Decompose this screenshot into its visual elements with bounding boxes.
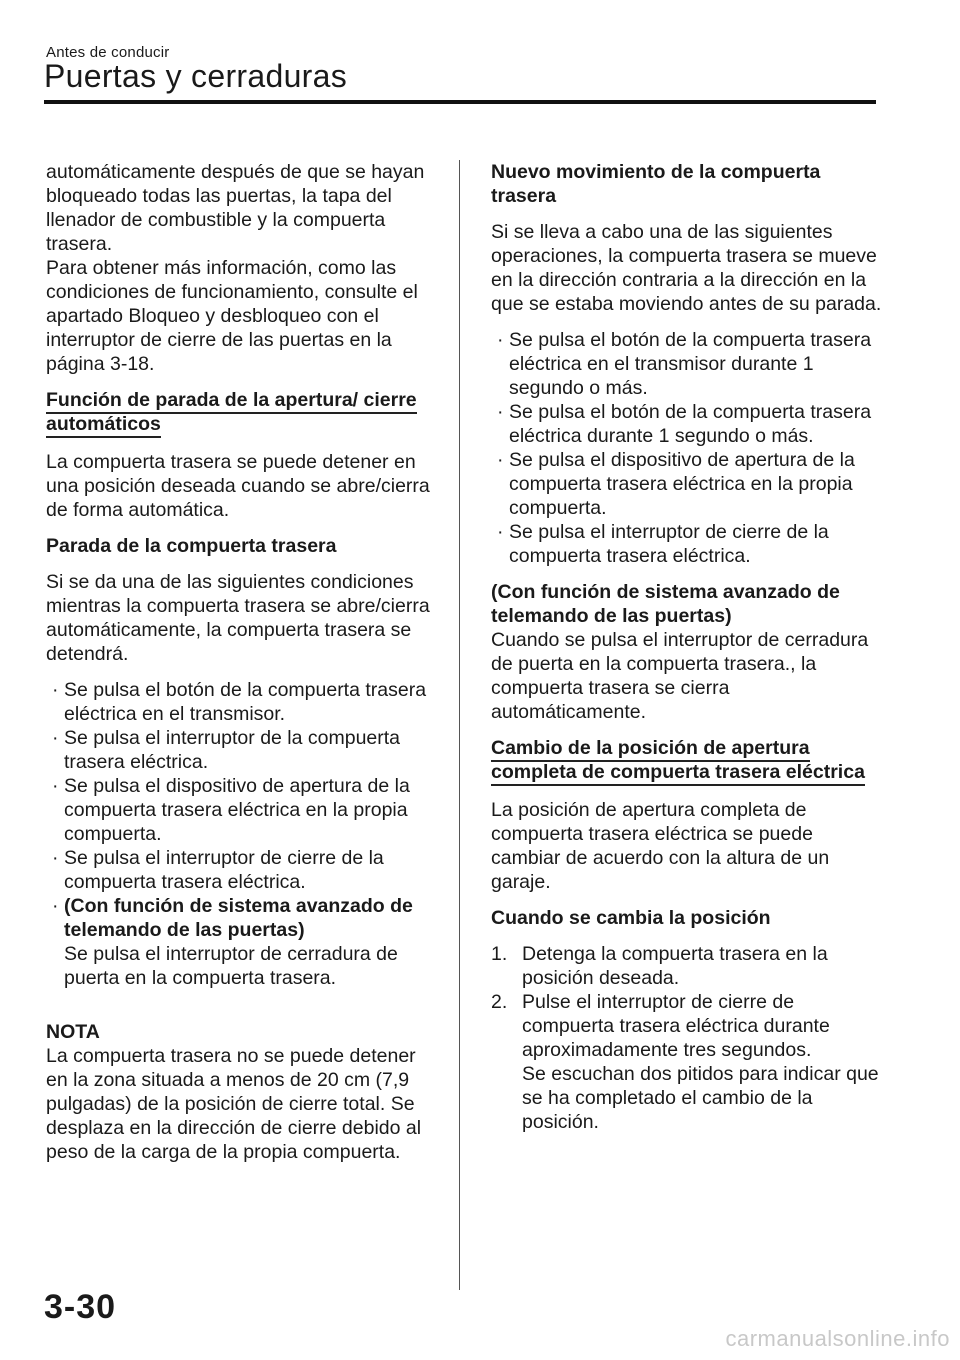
intro-more-info: Para obtener más información, como las condiciones de funcionamiento, consulte el apartado Bloqueo y desbloqueo con el interruptor de cierre de las puertas en la página 3-18. xyxy=(46,257,418,375)
column-divider xyxy=(459,160,460,1290)
list-item: · Se pulsa el dispositivo de apertura de la compuerta trasera eléctrica en la propia compuerta. xyxy=(497,449,855,519)
reverse-movement-heading: Nuevo movimiento de la compuerta trasera xyxy=(491,161,821,207)
list-item: 2. Pulse el interruptor de cierre de compuerta trasera eléctrica durante aproximadamente tres segundos. Se escuchan dos pitidos para indicar que se ha completado el cambio de la posición. xyxy=(491,991,879,1133)
bullet-icon: · xyxy=(52,895,59,917)
list-item: · Se pulsa el botón de la compuerta trasera eléctrica en el transmisor durante 1 segundo o más. xyxy=(497,329,872,399)
reverse-movement-text: Si se lleva a cabo una de las siguientes operaciones, la compuerta trasera se mueve en la dirección contraria a la dirección en la que se estaba moviendo antes de su parada. xyxy=(491,221,882,315)
list-item: · Se pulsa el interruptor de cierre de la compuerta trasera eléctrica. xyxy=(52,847,384,893)
bullet-icon: · xyxy=(52,679,59,701)
list-item: · Se pulsa el dispositivo de apertura de la compuerta trasera eléctrica en la propia compuerta. xyxy=(52,775,410,845)
left-column xyxy=(46,160,441,1176)
tailgate-stop-text: Si se da una de las siguientes condiciones mientras la compuerta trasera se abre/cierra automáticamente, la compuerta trasera se detendrá. xyxy=(46,571,430,665)
watermark: carmanualsonline.info xyxy=(725,1326,950,1351)
page-title: Puertas y cerraduras xyxy=(44,58,348,94)
stop-function-text: La compuerta trasera se puede detener en una posición deseada cuando se abre/cierra de forma automática. xyxy=(46,451,430,521)
when-changing-heading: Cuando se cambia la posición xyxy=(491,907,771,929)
tailgate-stop-heading: Parada de la compuerta trasera xyxy=(46,535,337,557)
bullet-icon: · xyxy=(497,329,504,351)
bullet-icon: · xyxy=(497,401,504,423)
bullet-icon: · xyxy=(52,847,59,869)
bullet-icon: · xyxy=(497,449,504,471)
list-item: · Se pulsa el botón de la compuerta trasera eléctrica durante 1 segundo o más. xyxy=(497,401,872,447)
list-item: · Se pulsa el botón de la compuerta trasera eléctrica en el transmisor. xyxy=(52,679,427,725)
intro-paragraph: automáticamente después de que se hayan bloqueado todas las puertas, la tapa del llenador de combustible y la compuerta trasera. Para obtener más información, como las condiciones de funcionamiento, consulte el apartado Bloqueo y desbloqueo con el interruptor de cierre de las puertas en la página 3-18. xyxy=(46,161,425,375)
bullet-icon: · xyxy=(497,521,504,543)
stop-function-heading: Función de parada de la apertura/ cierre automáticos xyxy=(46,388,441,436)
step2-result: Se escuchan dos pitidos para indicar que se ha completado el cambio de la posición. xyxy=(522,1063,879,1133)
note-text: La compuerta trasera no se puede detener en la zona situada a menos de 20 cm (7,9 pulgadas) de la posición de cierre total. Se desplaza en la dirección de cierre debido al peso de la carga de la propia compuerta. xyxy=(46,1045,422,1163)
list-item: · (Con función de sistema avanzado de telemando de las puertas) Se pulsa el interruptor de cerradura de puerta en la compuerta trasera. xyxy=(52,895,413,989)
advanced-keyless-paragraph: (Con función de sistema avanzado de telemando de las puertas) Cuando se pulsa el interruptor de cerradura de puerta en la compuerta trasera., la compuerta trasera se cierra automáticamente. xyxy=(491,581,869,723)
page-number: 3-30 xyxy=(44,1288,117,1326)
bullet-icon: · xyxy=(52,775,59,797)
reverse-conditions-list xyxy=(491,328,886,568)
change-position-text: La posición de apertura completa de compuerta trasera eléctrica se puede cambiar de acuerdo con la altura de un garaje. xyxy=(491,799,830,893)
stop-conditions-list xyxy=(46,678,441,990)
right-column xyxy=(491,160,886,1134)
list-item: · Se pulsa el interruptor de la compuerta trasera eléctrica. xyxy=(52,727,401,773)
list-item: 1. Detenga la compuerta trasera en la posición deseada. xyxy=(491,943,828,989)
advanced-keyless-note: (Con función de sistema avanzado de telemando de las puertas) xyxy=(64,895,413,941)
steps-list xyxy=(491,942,886,1134)
bullet-icon: · xyxy=(52,727,59,749)
header-divider xyxy=(44,100,876,104)
list-item: · Se pulsa el interruptor de cierre de la compuerta trasera eléctrica. xyxy=(497,521,829,567)
section-label: Antes de conducir xyxy=(46,44,170,61)
change-position-heading: Cambio de la posición de apertura completa de compuerta trasera eléctrica xyxy=(491,736,886,784)
note-heading: NOTA xyxy=(46,1021,100,1043)
